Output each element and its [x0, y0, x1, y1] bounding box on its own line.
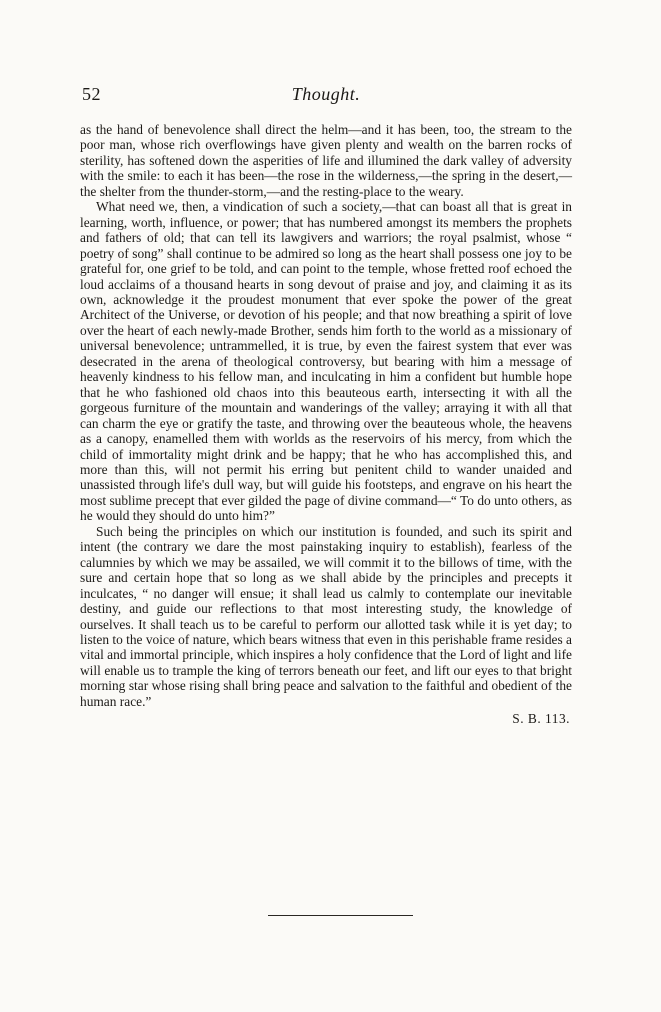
signature: S. B. 113. [512, 711, 570, 727]
body-text [80, 122, 572, 709]
running-title: Thought. [291, 84, 361, 104]
running-head [80, 84, 572, 110]
paragraph-continuation: as the hand of benevolence shall direct the helm—and it has been, too, the stream to the poor man, whose rich overflowings have given plenty and wealth on the barren rocks of sterility, has softened down the asperities of life and illumined the dark valley of adversity with the smile: to each it has been—the rose in the wilderness,—the spring in the desert,—the shelter from the thunder-storm,—and the resting-place to the weary. [80, 122, 572, 199]
section-end-rule [268, 915, 413, 916]
book-page [80, 84, 572, 727]
page-number: 52 [82, 84, 101, 104]
paragraph-principles: Such being the principles on which our institution is founded, and such its spirit and intent (the contrary we dare the most painstaking inquiry to establish), fearless of the calumnies by which we may be assailed, we will commit it to the billows of time, with the sure and certain hope that so long as we shall abide by the principles and precepts it inculcates, “ no danger will ensue; it shall lead us calmly to contemplate our inevitable destiny, and guide our reflections to that most interesting study, the knowledge of ourselves. It shall teach us to be careful to perform our allotted task while it is yet day; to listen to the voice of nature, which bears witness that even in this perishable frame resides a vital and immortal principle, which inspires a holy confidence that the Lord of light and life will enable us to trample the king of terrors beneath our feet, and lift our eyes to that bright morning star whose rising shall bring peace and salvation to the faithful and obedient of the human race.” [80, 523, 572, 709]
paragraph-vindication: What need we, then, a vindication of such a society,—that can boast all that is great in learning, worth, influence, or power; that has numbered amongst its members the prophets and fathers of old; that can tell its lawgivers and warriors; the royal psalmist, whose “ poetry of song” shall continue to be admired so long as the heart shall possess one joy to be grateful for, one grief to be told, and can point to the temple, whose fretted roof echoed the loud acclaims of a thousand hearts in song devout of praise and joy, and claiming it as its own, acknowledge it the proudest monument that ever spoke the power of the great Architect of the Universe, or devotion of his people; and that now breathing a spirit of love over the heart of each newly-made Brother, sends him forth to the world as a missionary of universal benevolence; untrammelled, it is true, by even the fairest system that ever was desecrated in the arena of theological controversy, but bearing with him a message of heavenly kindness to his fellow man, and inculcating in him a confident but humble hope that he who fashioned old chaos into this beauteous earth, intersecting it with all the gorgeous furniture of the mountain and wanderings of the valley; arraying it with all that can charm the eye or gratify the taste, and throwing over the beauteous whole, the heavens as a canopy, enamelled them with worlds as the reservoirs of his mercy, from which the child of immortality might drink and be happy; that he who has accomplished this, and more than this, will not permit his erring but penitent child to wander unaided and unassisted through life's dull way, but will guide his footsteps, and engrave on his heart the most sublime precept that ever gilded the page of divine command—“ To do unto others, as he would they should do unto him?” [80, 199, 572, 524]
